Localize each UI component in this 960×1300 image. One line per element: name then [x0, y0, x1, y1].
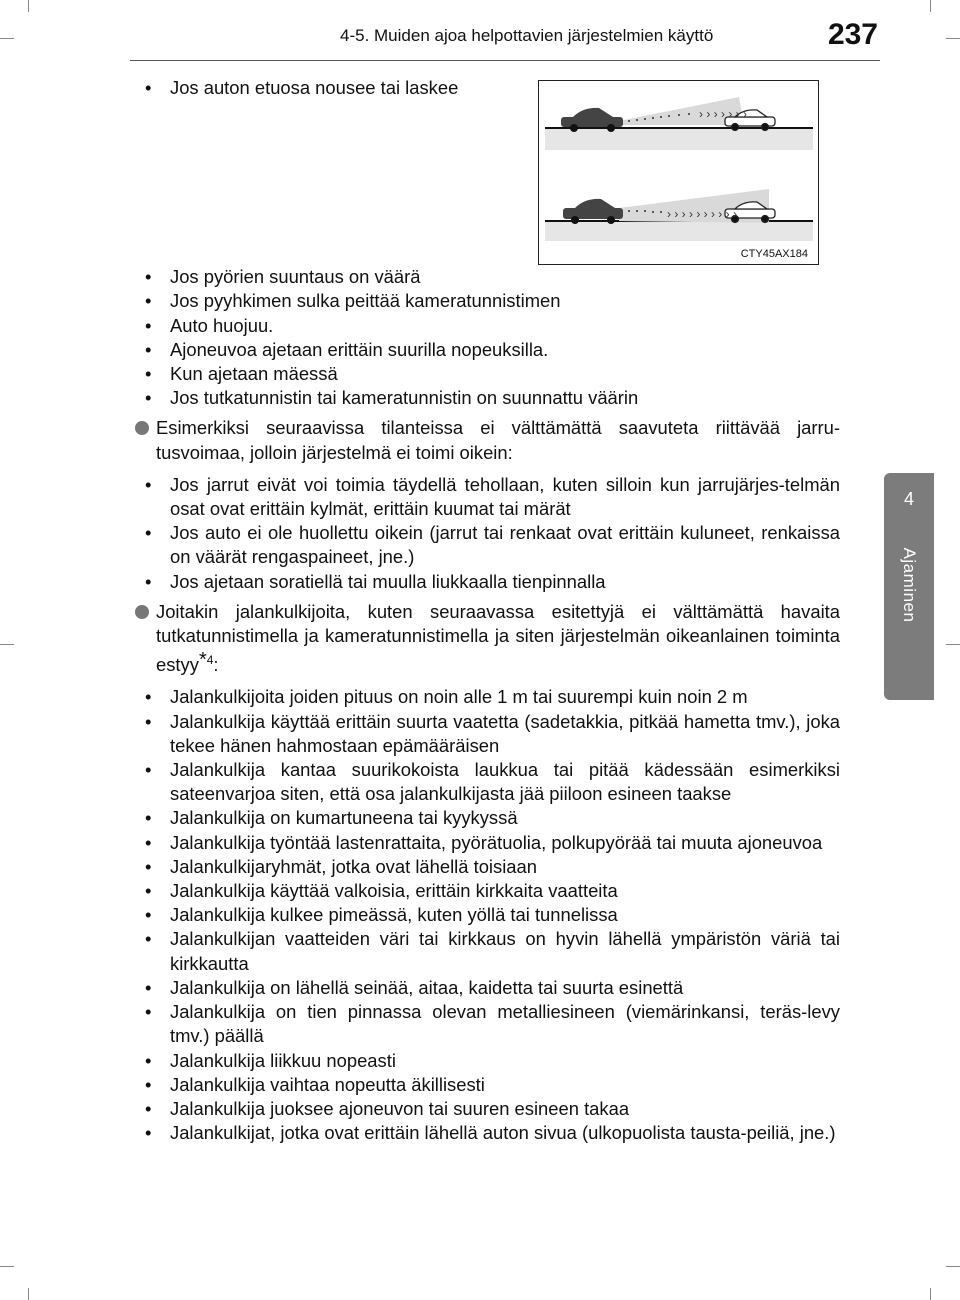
list-item: • Ajoneuvoa ajetaan erittäin suurilla nopeuksilla.: [136, 338, 840, 362]
crop-mark: [28, 1288, 29, 1300]
list-item: • Jos pyyhkimen sulka peittää kameratunnistimen: [136, 289, 840, 313]
list-item: • Jalankulkija liikkuu nopeasti: [136, 1049, 840, 1073]
list-item: • Jalankulkija käyttää erittäin suurta vaatetta (sadetakkia, pitkää hametta tmv.), joka tekee hänen hahmostaan epämääräisen: [136, 710, 840, 758]
list-item: • Jalankulkijoita joiden pituus on noin alle 1 m tai suurempi kuin noin 2 m: [136, 685, 840, 709]
list-item: • Kun ajetaan mäessä: [136, 362, 840, 386]
main-content: [136, 76, 840, 1145]
list-item: • Jos ajetaan soratiellä tai muulla liukkaalla tienpinnalla: [136, 570, 840, 594]
list-item: • Jalankulkija on tien pinnassa olevan metalliesineen (viemärinkansi, teräs-levy tmv.) päällä: [136, 1000, 840, 1048]
chapter-number: 4: [903, 489, 914, 509]
header-rule: [130, 60, 880, 61]
list-item: • Auto huojuu.: [136, 314, 840, 338]
crop-mark: [0, 644, 14, 645]
crop-mark: [930, 0, 931, 12]
pedestrian-paragraph: [136, 600, 840, 678]
list-item: • Jos auton etuosa nousee tai laskee: [136, 76, 520, 100]
list-item: • Jalankulkijan vaatteiden väri tai kirkkaus on hyvin lähellä ympäristön väriä tai kirkkautta: [136, 927, 840, 975]
footnote-ref: [198, 649, 214, 672]
crop-mark: [28, 0, 29, 12]
crop-mark: [946, 38, 960, 39]
condition-list: [136, 265, 840, 410]
list-item: • Jos auto ei ole huollettu oikein (jarrut tai renkaat ovat erittäin kuluneet, renkaissa on väärät rengaspaineet, jne.): [136, 521, 840, 569]
crop-mark: [0, 38, 14, 39]
svg-text:› › › › › › › › › ›: › › › › › › › › › ›: [667, 207, 737, 221]
list-item: • Jalankulkija vaihtaa nopeutta äkillisesti: [136, 1073, 840, 1097]
svg-text:› › › › › › ›: › › › › › › ›: [699, 107, 747, 121]
pedestrian-paragraph-suffix: :: [213, 654, 219, 676]
crop-mark: [930, 1288, 931, 1300]
list-item: • Jalankulkija käyttää valkoisia, erittäin kirkkaita vaatteita: [136, 879, 840, 903]
footnote-star: *: [198, 649, 207, 672]
braking-force-paragraph: Esimerkiksi seuraavissa tilanteissa ei välttämättä saavuteta riittävää jarru-tusvoimaa, jolloin järjestelmä ei toimi oikein:: [136, 416, 840, 464]
list-item: • Jalankulkija on lähellä seinää, aitaa, kaidetta tai suurta esinettä: [136, 976, 840, 1000]
intro-list: [136, 76, 840, 100]
list-item: • Jalankulkija juoksee ajoneuvon tai suuren esineen takaa: [136, 1097, 840, 1121]
list-item: • Jos tutkatunnistin tai kameratunnistin on suunnattu väärin: [136, 386, 840, 410]
pedestrian-paragraph-text: Joitakin jalankulkijoita, kuten seuraavassa esitettyjä ei välttämättä havaita tutkatunnistimella ja kameratunnistimella ja siten järjestelmän oikeanlainen toiminta estyy: [156, 600, 840, 676]
header-title: 4-5. Muiden ajoa helpottavien järjestelmien käyttö: [340, 26, 714, 45]
list-item: • Jalankulkija kulkee pimeässä, kuten yöllä tai tunnelissa: [136, 903, 840, 927]
list-item: • Jalankulkija kantaa suurikokoista laukkua tai pitää kädessään esimerkiksi sateenvarjoa siten, että osa jalankulkijasta jää piiloon esineen taakse: [136, 758, 840, 806]
list-item: • Jos pyörien suuntaus on väärä: [136, 265, 840, 289]
crop-mark: [0, 1266, 14, 1267]
list-item: • Jalankulkija on kumartuneena tai kyykyssä: [136, 806, 840, 830]
list-item: • Jos jarrut eivät voi toimia täydellä tehollaan, kuten silloin kun jarrujärjes-telmän osat ovat erittäin kylmät, erittäin kuumat tai märät: [136, 473, 840, 521]
braking-list: [136, 473, 840, 594]
chapter-tab: [884, 473, 934, 700]
list-item: • Jalankulkija työntää lastenrattaita, pyörätuolia, polkupyörää tai muuta ajoneuvoa: [136, 831, 840, 855]
page-number: 237: [827, 18, 878, 51]
list-item: • Jalankulkijat, jotka ovat erittäin lähellä auton sivua (ulkopuolista tausta-peiliä, jne.): [136, 1121, 840, 1145]
figure-code: CTY45AX184: [740, 248, 808, 260]
chapter-label: Ajaminen: [900, 547, 919, 623]
crop-mark: [946, 1266, 960, 1267]
pedestrian-list: [136, 685, 840, 1145]
crop-mark: [946, 644, 960, 645]
list-item: • Jalankulkijaryhmät, jotka ovat lähellä toisiaan: [136, 855, 840, 879]
footnote-number: 4: [206, 653, 214, 668]
